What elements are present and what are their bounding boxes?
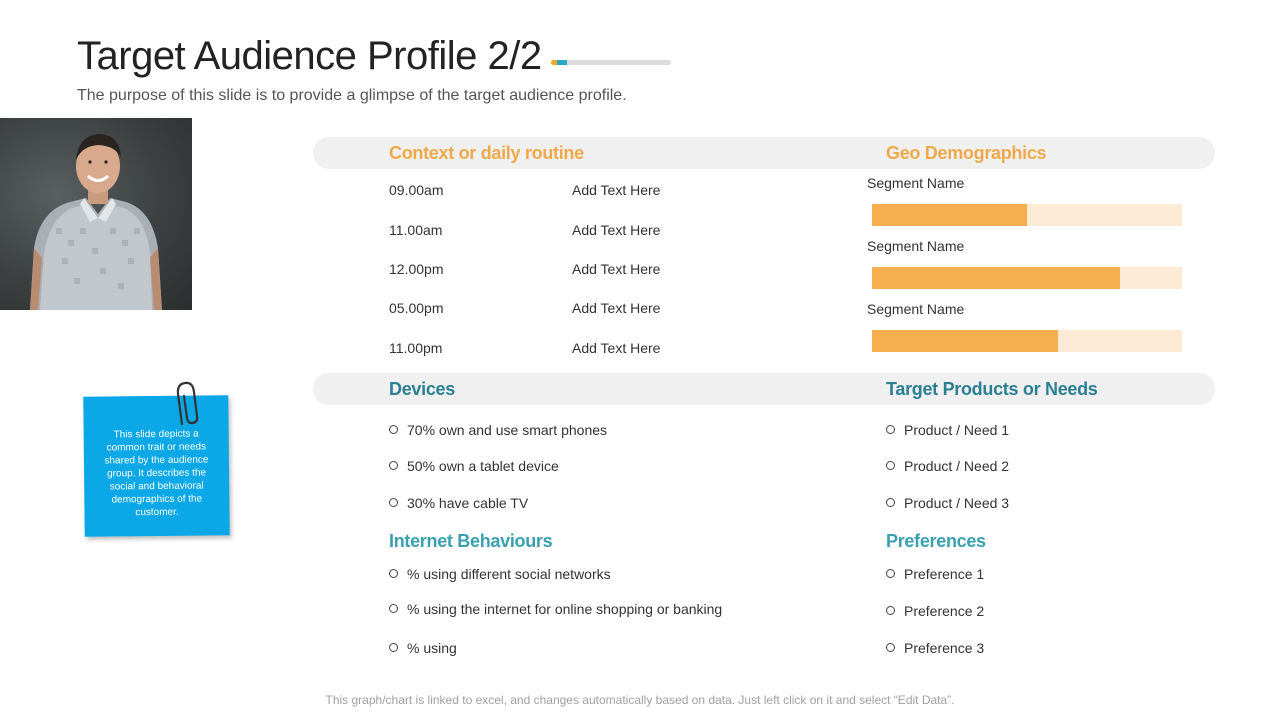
list-item: Product / Need 2 [886, 458, 1009, 474]
segment-label: Segment Name [867, 238, 965, 254]
list-item: Preference 1 [886, 566, 984, 582]
page-title: Target Audience Profile 2/2 [77, 34, 542, 78]
segment-label: Segment Name [867, 301, 965, 317]
list-item: % using [389, 640, 457, 656]
products-heading: Target Products or Needs [886, 379, 1098, 399]
list-item: % using different social networks [389, 566, 611, 582]
bullet-circle-icon [389, 604, 398, 613]
preferences-heading: Preferences [886, 531, 986, 551]
page-subtitle: The purpose of this slide is to provide a glimpse of the target audience profile. [77, 87, 627, 104]
context-text: Add Text Here [572, 182, 661, 198]
list-item: Preference 3 [886, 640, 984, 656]
list-item: % using the internet for online shopping or banking [389, 601, 722, 617]
segment-bar-track [872, 267, 1182, 289]
sticky-note-text: This slide depicts a common trait or needs shared by the audience group. It describes the social and behavioral demographics of the customer. [104, 428, 209, 519]
list-item: 50% own a tablet device [389, 458, 559, 474]
context-time: 12.00pm [389, 261, 444, 277]
list-item: 70% own and use smart phones [389, 422, 607, 438]
context-time: 11.00am [389, 222, 443, 238]
title-accent-teal [557, 60, 567, 65]
internet-heading: Internet Behaviours [389, 531, 553, 551]
context-text: Add Text Here [572, 261, 661, 277]
devices-heading: Devices [389, 379, 455, 399]
sticky-note [83, 395, 229, 537]
bullet-circle-icon [886, 498, 895, 507]
list-item: Product / Need 1 [886, 422, 1009, 438]
segment-bar-fill [872, 267, 1120, 289]
paperclip-icon [172, 380, 202, 430]
list-item: 30% have cable TV [389, 495, 528, 511]
geo-heading: Geo Demographics [886, 143, 1047, 163]
profile-photo [0, 118, 192, 310]
bullet-circle-icon [886, 606, 895, 615]
bullet-circle-icon [389, 498, 398, 507]
bullet-circle-icon [389, 643, 398, 652]
context-time: 11.00pm [389, 340, 443, 356]
context-time: 09.00am [389, 182, 444, 198]
context-time: 05.00pm [389, 300, 444, 316]
bullet-circle-icon [886, 425, 895, 434]
list-item: Product / Need 3 [886, 495, 1009, 511]
bullet-circle-icon [886, 569, 895, 578]
context-text: Add Text Here [572, 340, 661, 356]
context-heading: Context or daily routine [389, 143, 584, 163]
bullet-circle-icon [886, 461, 895, 470]
segment-bar-fill [872, 204, 1027, 226]
context-text: Add Text Here [572, 222, 661, 238]
footer-note: This graph/chart is linked to excel, and changes automatically based on data. Just left click on it and select “Edit Data”. [325, 693, 955, 707]
bullet-circle-icon [389, 461, 398, 470]
title-accent-bar [551, 60, 671, 65]
list-item: Preference 2 [886, 603, 984, 619]
segment-bar-track [872, 204, 1182, 226]
segment-label: Segment Name [867, 175, 965, 191]
segment-bar-fill [872, 330, 1058, 352]
bullet-circle-icon [389, 569, 398, 578]
bullet-circle-icon [389, 425, 398, 434]
context-text: Add Text Here [572, 300, 661, 316]
bullet-circle-icon [886, 643, 895, 652]
person-illustration [0, 118, 192, 310]
segment-bar-track [872, 330, 1182, 352]
